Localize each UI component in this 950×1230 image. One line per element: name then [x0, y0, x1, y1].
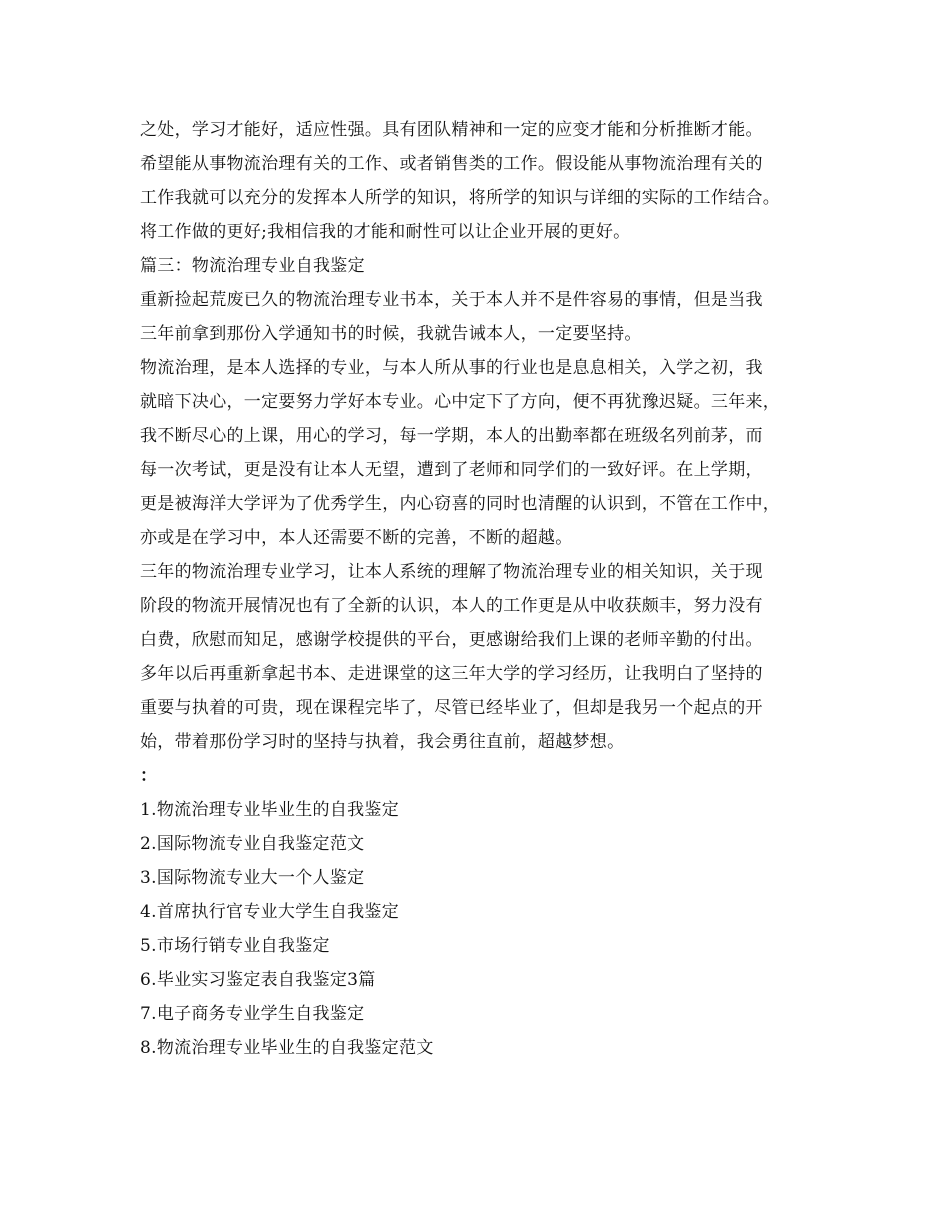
related-link[interactable]: 7.电子商务专业学生自我鉴定 [140, 1004, 365, 1024]
paragraph-line: 三年前拿到那份入学通知书的时候，我就告诫本人，一定要坚持。 [140, 324, 642, 344]
paragraph-line: 物流治理，是本人选择的专业，与本人所从事的行业也是息息相关，入学之初，我 [140, 358, 763, 378]
paragraph-line: 工作我就可以充分的发挥本人所学的知识，将所学的知识与详细的实际的工作结合。 [140, 188, 781, 208]
paragraph-line: 多年以后再重新拿起书本、走进课堂的这三年大学的学习经历，让我明白了坚持的 [140, 664, 763, 684]
paragraph-line: 白费，欣慰而知足，感谢学校提供的平台，更感谢给我们上课的老师辛勤的付出。 [140, 630, 763, 650]
paragraph-line: 我不断尽心的上课，用心的学习，每一学期，本人的出勤率都在班级名列前茅，而 [140, 426, 763, 446]
related-link[interactable]: 4.首席执行官专业大学生自我鉴定 [140, 902, 400, 922]
document-body [140, 113, 830, 1065]
list-separator: ： [140, 766, 157, 786]
related-link[interactable]: 8.物流治理专业毕业生的自我鉴定范文 [140, 1038, 434, 1058]
related-link[interactable]: 5.市场行销专业自我鉴定 [140, 936, 330, 956]
paragraph-line: 亦或是在学习中，本人还需要不断的完善，不断的超越。 [140, 528, 573, 548]
related-link[interactable]: 2.国际物流专业自我鉴定范文 [140, 834, 365, 854]
related-link[interactable]: 6.毕业实习鉴定表自我鉴定3篇 [140, 970, 376, 990]
paragraph-line: 三年的物流治理专业学习，让本人系统的理解了物流治理专业的相关知识，关于现 [140, 562, 763, 582]
paragraph-line: 将工作做的更好;我相信我的才能和耐性可以让企业开展的更好。 [140, 222, 631, 242]
related-link[interactable]: 3.国际物流专业大一个人鉴定 [140, 868, 365, 888]
paragraph-line: 更是被海洋大学评为了优秀学生，内心窃喜的同时也清醒的认识到，不管在工作中， [140, 494, 781, 514]
paragraph-line: 阶段的物流开展情况也有了全新的认识，本人的工作更是从中收获颇丰，努力没有 [140, 596, 763, 616]
paragraph-line: 就暗下决心，一定要努力学好本专业。心中定下了方向，便不再犹豫迟疑。三年来， [140, 392, 781, 412]
paragraph-line: 重新捡起荒废已久的物流治理专业书本，关于本人并不是件容易的事情，但是当我 [140, 290, 763, 310]
paragraph-line: 之处，学习才能好，适应性强。具有团队精神和一定的应变才能和分析推断才能。 [140, 120, 763, 140]
paragraph-line: 希望能从事物流治理有关的工作、或者销售类的工作。假设能从事物流治理有关的 [140, 154, 763, 174]
related-link[interactable]: 1.物流治理专业毕业生的自我鉴定 [140, 800, 400, 820]
paragraph-line: 每一次考试，更是没有让本人无望，遭到了老师和同学们的一致好评。在上学期， [140, 460, 763, 480]
paragraph-line: 始，带着那份学习时的坚持与执着，我会勇往直前，超越梦想。 [140, 732, 625, 752]
paragraph-line: 重要与执着的可贵，现在课程完毕了，尽管已经毕业了，但却是我另一个起点的开 [140, 698, 763, 718]
section-heading: 篇三：物流治理专业自我鉴定 [140, 256, 365, 276]
